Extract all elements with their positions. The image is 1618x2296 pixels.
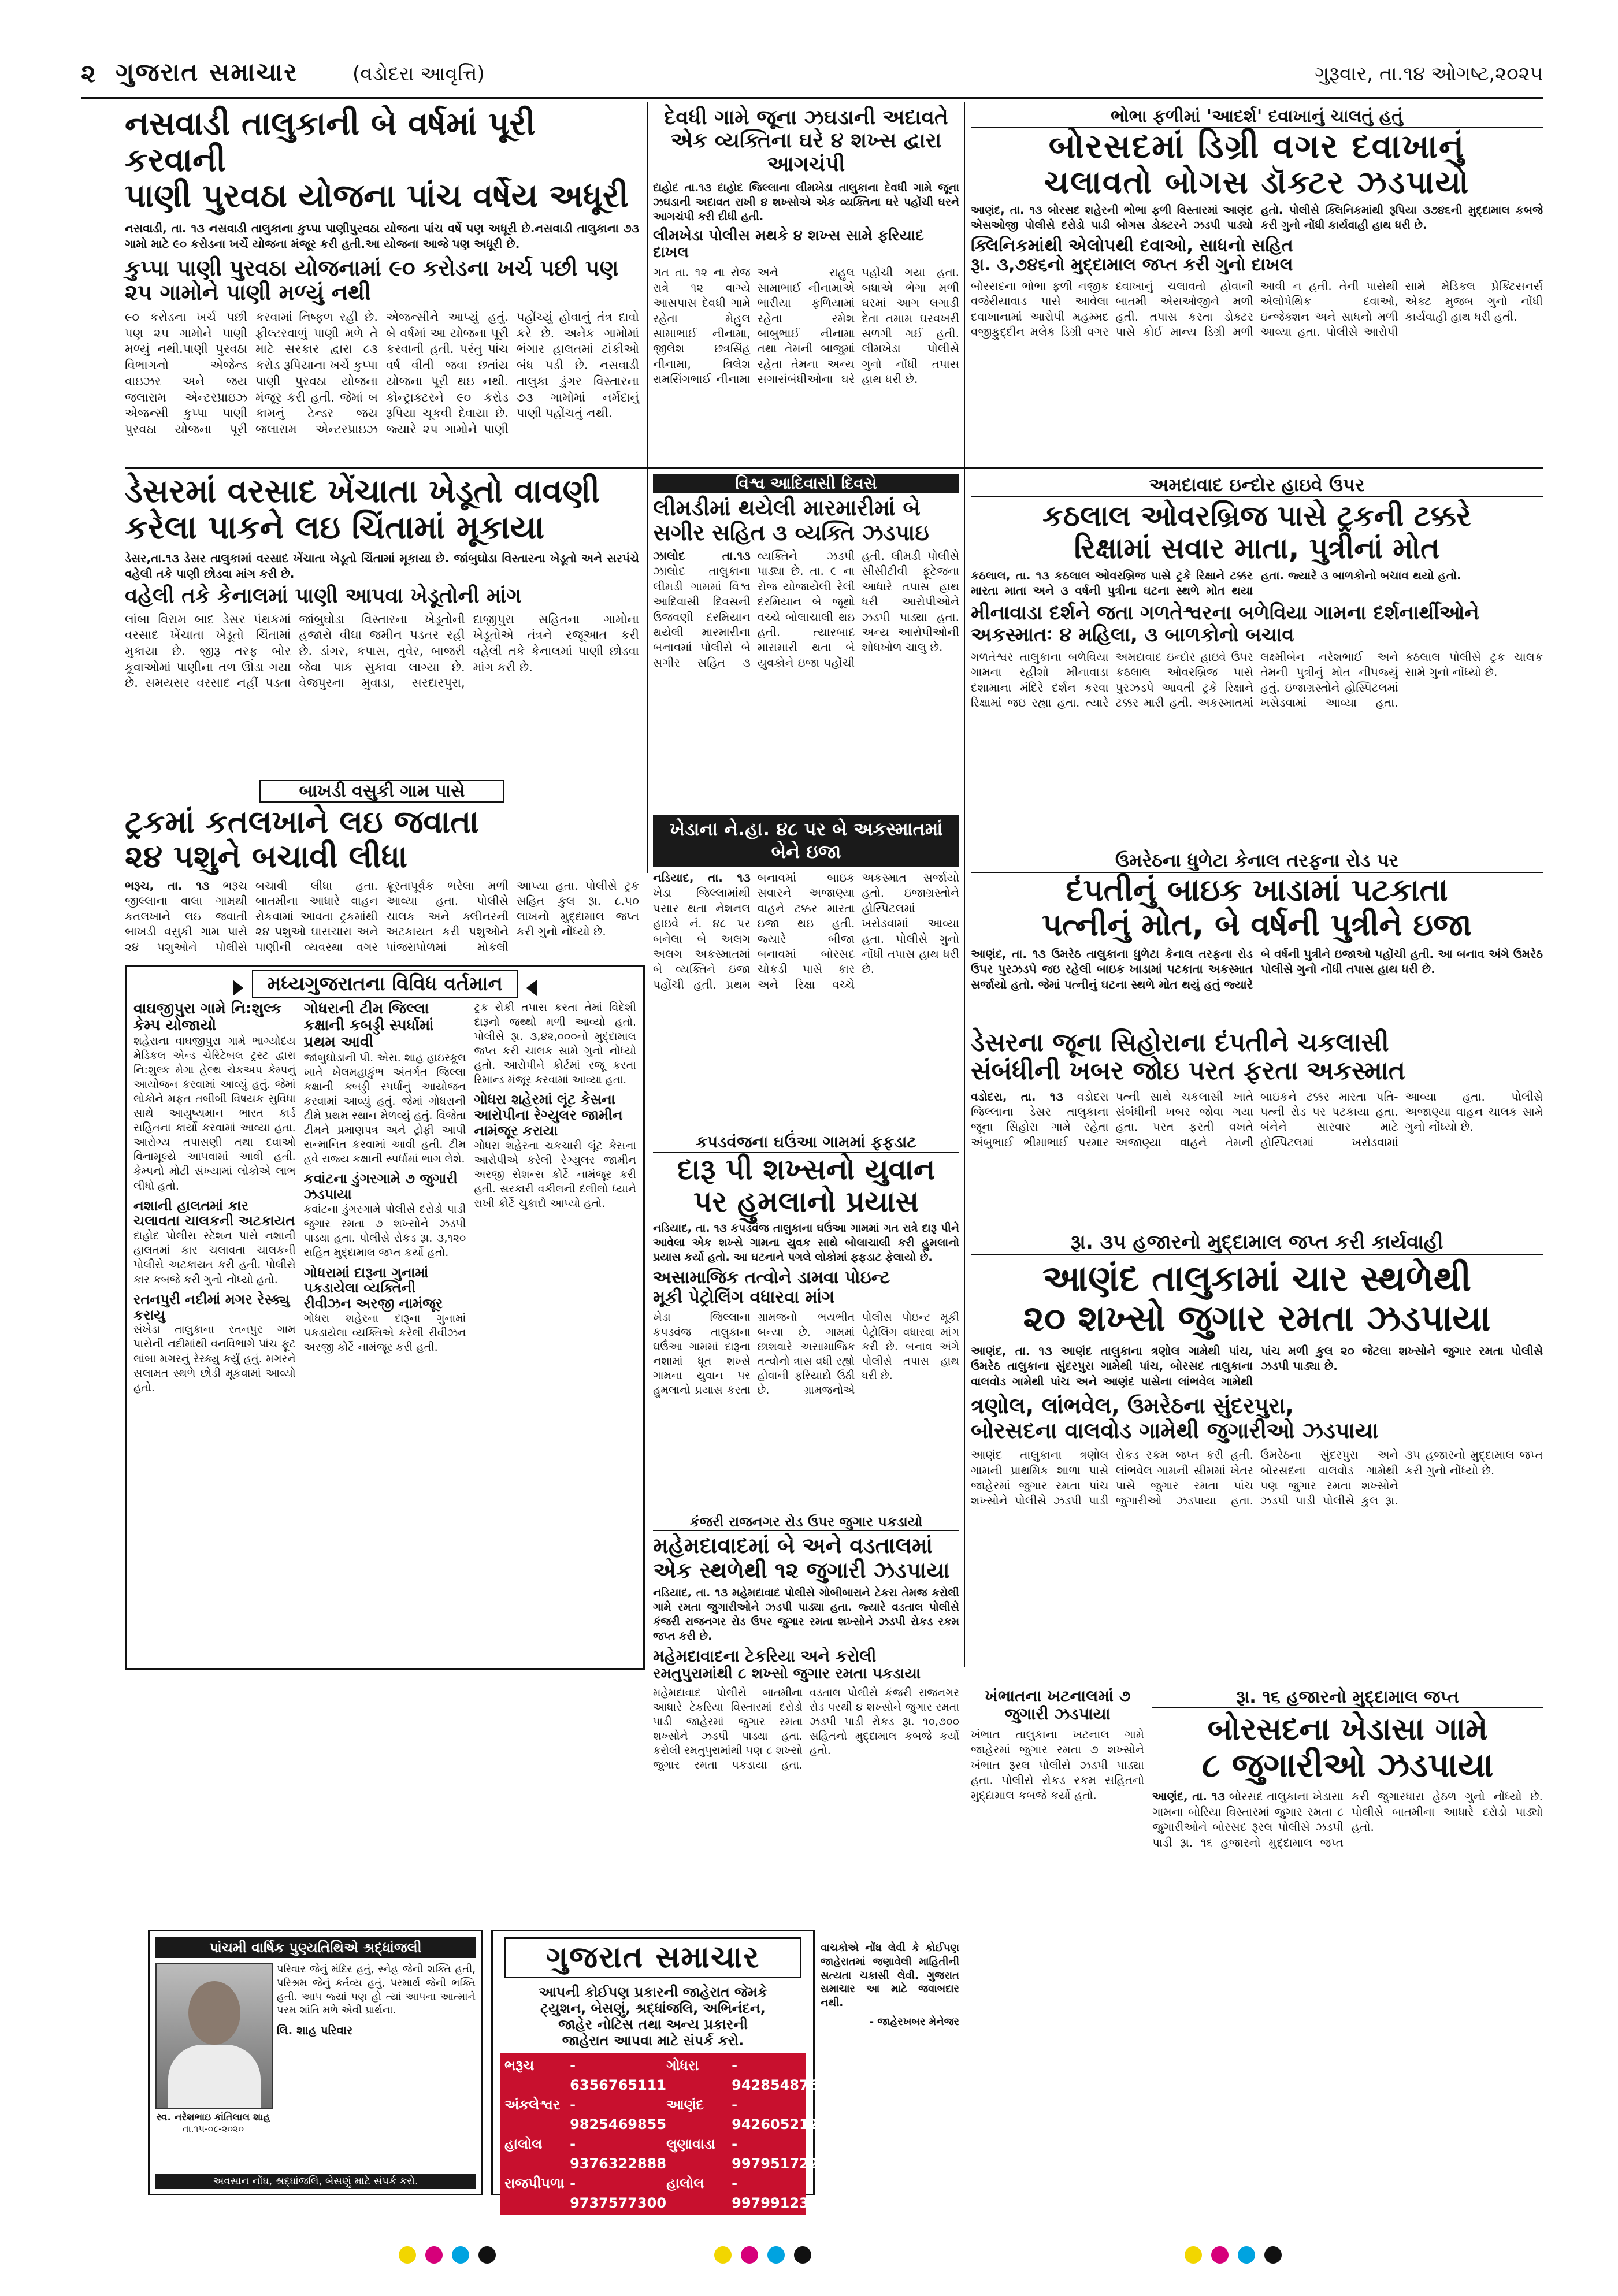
brief-headline: ગોધરામાં દારૂના ગુનામાં પકડાયેલા વ્યક્તિની રીવીઝન અરજી નામંજૂર <box>303 1264 443 1312</box>
headline: ચલાવતો બોગસ ડૉક્ટર ઝડપાયો <box>1044 164 1470 200</box>
dateline: નડિયાદ, તા. ૧૩ <box>653 1587 728 1600</box>
body-text: લાંબા વિરામ બાદ ડેસર પંથકમાં વરસાદ ખેંચાતા ખેડૂતો ચિંતામાં મુકાયા છે. જીરૂ તરફ બોર કૂવાઓમાં પાણીના તળ ઊંડા ગયા છે. સમયસર વરસાદ નહીં પડતા જાંબુઘોડા વિસ્તારના ખેડૂતોની હજારો વીઘા જમીન પડતર રહી છે. ડાંગર, કપાસ, તુવેર, બાજરી જેવા પાક સુકાવા લાગ્યા છે. વેજપુરના મુવાડા, સરદારપુરા, દાજીપુરા સહિતના ગામોના ખેડૂતોએ તંત્રને રજૂઆત કરી વહેલી તકે કેનાલમાં પાણી છોડવા માંગ કરી છે. <box>125 612 639 690</box>
headline: નસવાડી તાલુકાની બે વર્ષમાં પૂરી કરવાની <box>125 105 536 179</box>
headline: ટ્રકમાં કતલખાને લઇ જવાતા <box>125 804 479 840</box>
subhead: મીનાવાડા દર્શને જતા ગળતેશ્વરના બળેવિયા ગામના દર્શનાર્થીઓને અકસ્માતઃ ૪ મહિલા, ૩ બાળકોનો બચાવ <box>971 601 1479 647</box>
registration-dot <box>425 2246 443 2264</box>
headline: ડેસરમાં વરસાદ ખેંચાતા ખેડૂતો વાવણી <box>125 473 600 510</box>
brief-headline: ગોધરા શહેરમાં લૂંટ કેસના આરોપીના રેગ્યુલર જામીન નામંજૂર કરાયા <box>474 1091 623 1139</box>
headline: ૨૦ શખ્સો જુગાર રમતા ઝડપાયા <box>1023 1297 1491 1340</box>
subhead: મૂકી પેટ્રોલિંગ વધારવા માંગ <box>653 1287 835 1307</box>
family-signature: લિ. શાહ પરિવાર <box>277 2023 353 2037</box>
article-umreth <box>971 849 1543 1023</box>
ad-line: જાહેરાત આપવા માટે સંપર્ક કરો. <box>562 2033 744 2049</box>
article-kheda-nh48 <box>653 815 959 1127</box>
brief-text: શહેરાના વાઘજીપુરા ગામે ભાગ્યોદય મેડિકલ એન્ડ ચેરિટેબલ ટ્રસ્ટ દ્વારા નિ:શુલ્ક મેગા હેલ્થ ચેકઅપ કેમ્પનું આયોજન કરવામાં આવ્યું હતું. જેમાં લોકોને મફત તબીબી વિષયક સુવિધા સાથે આયુષ્યમાન ભારત કાર્ડ સહિતના કાર્યો કરવામાં આવ્યા હતા. આરોગ્ય તપાસણી તથા દવાઓ વિનામૂલ્યે આપવામાં આવી હતી. કેમ્પનો મોટી સંખ્યામાં લોકોએ લાભ લીધો હતો. <box>133 1034 296 1192</box>
briefs-column <box>474 1001 636 1395</box>
registration-dot <box>452 2246 469 2264</box>
headline: ૮ જુગારીઓ ઝડપાયા <box>1201 1745 1494 1785</box>
dateline: નડિયાદ, તા. ૧૩ <box>653 1222 727 1235</box>
brief-text: ખંભાત તાલુકાના ખટનાલ ગામે જાહેરમાં જુગાર રમતા ૭ શખ્સોને ખંભાત રૂરલ પોલીસે ઝડપી પાડ્યા હતા. પોલીસે રોકડ રકમ સહિતનો મુદ્દામાલ કબજે કર્યો હતો. <box>971 1727 1144 1803</box>
kicker: ઉમરેઠના ધુળેટા કેનાલ તરફના રોડ પર <box>971 849 1543 873</box>
brief-headline: રતનપુરી નદીમાં મગર રેસ્ક્યુ કરાયુ <box>133 1291 290 1323</box>
headline: રિક્ષામાં સવાર માતા, પુત્રીનાં મોત <box>1074 532 1440 565</box>
subhead: ક્લિનિકમાંથી એલોપથી દવાઓ, સાધનો સહિત <box>971 235 1293 256</box>
lead-text: નસવાડી તાલુકાના કુપ્પા પાણીપુરવઠા યોજના પાંચ વર્ષે પણ અધૂરી છે.નસવાડી તાલુકાના ૭૩ ગામો માટે ૯૦ કરોડના ખર્ચે યોજના મંજૂર કરી હતી.આ યોજના આજે પણ અધૂરી છે. <box>125 221 639 251</box>
brief-text: સંખેડા તાલુકાના રતનપુર ગામ પાસેની નદીમાંથી વનવિભાગે પાંચ ફૂટ લાંબા મગરનું રેસ્ક્યુ કર્યું હતું. મગરને સલામત સ્થળે છોડી મૂકવામાં આવ્યો હતો. <box>133 1323 296 1394</box>
body-text: ખેડા જિલ્લાના કપડવંજ તાલુકાના ઘઉંઆ ગામમાં દારૂના નશામાં ધૂત શખ્સે ગામના યુવાન પર હુમલાનો પ્રયાસ કરતા ગ્રામજનો ભયભીત બન્યા છે. ગામમાં છાશવારે અસામાજિક તત્વોનો ત્રાસ વધી રહ્યો હોવાની ફરિયાદો ઉઠી છે. ગ્રામજનોએ પોલીસ પોઇન્ટ મૂકી પેટ્રોલિંગ વધારવા માંગ કરી છે. બનાવ અંગે પોલીસે તપાસ હાથ ધરી છે. <box>653 1311 959 1396</box>
kicker: ભોભા ફળીમાં 'આદર્શ' દવાખાનું ચાલતું હતું <box>971 106 1543 128</box>
brief-headline: વાઘજીપુરા ગામે નિ:શુલ્ક કેમ્પ યોજાયો <box>133 1000 282 1034</box>
body-text: બોરસદ તાલુકાના ખેડાસા ગામના બોરિયા વિસ્તારમાં જુગાર રમતા ૮ જુગારીઓને બોરસદ રૂરલ પોલીસે ઝડપી પાડી રૂા. ૧૬ હજારનો મુદ્દામાલ જપ્ત કરી જુગારધારા હેઠળ ગુનો નોંધ્યો છે. પોલીસે બાતમીના આધારે દરોડો પાડ્યો હતો. <box>1152 1789 1543 1849</box>
headline: પત્નીનું મોત, બે વર્ષની પુત્રીને ઇજા <box>1042 906 1472 943</box>
article-desar-rain <box>125 474 639 774</box>
registration-dot <box>1238 2246 1255 2264</box>
section-rule <box>125 467 1543 469</box>
body-text: આણંદ તાલુકાના ત્રણોલ ગામની પ્રાથમિક શાળા પાસે જાહેરમાં જુગાર રમતા પાંચ શખ્સોને પોલીસે ઝડપી પાડી રોકડ રકમ જપ્ત કરી હતી. લાંભવેલ ગામની સીમમાં ખેતર પાસે જુગાર રમતા પાંચ જુગારીઓ ઝડપાયા હતા. ઉમરેઠના સુંદરપુરા અને બોરસદના વાલવોડ ગામેથી પણ જુગાર રમતા શખ્સોને ઝડપી પાડી પોલીસે કુલ રૂા. ૩૫ હજારનો મુદ્દામાલ જપ્ત કરી ગુનો નોંધ્યો છે. <box>971 1448 1543 1508</box>
contact-row <box>504 2174 829 2213</box>
issue-date: ગુરૂવાર, તા.૧૪ ઓગષ્ટ,૨૦૨૫ <box>1315 62 1543 86</box>
lead-text: આણંદ તાલુકાના ત્રણોલ ગામેથી પાંચ, ઉમરેઠ તાલુકાના સુંદરપુરા ગામેથી પાંચ, બોરસદ તાલુકાના વાલવોડ ગામેથી પાંચ અને આણંદ પાસેના લાંભવેલ ગામેથી પાંચ મળી કુલ ૨૦ જેટલા શખ્સોને જુગાર રમતા પોલીસે ઝડપી પાડ્યા છે. <box>971 1343 1543 1388</box>
body-text: ગળતેશ્વર તાલુકાના બળેવિયા ગામના રહીશો મીનાવાડા દશામાના મંદિરે દર્શન કરવા રિક્ષામાં જઇ રહ્યા હતા. ત્યારે અમદાવાદ ઇન્દોર હાઇવે ઉપર કઠલાલ ઓવરબ્રિજ પાસે પુરઝડપે આવતી ટ્રકે રિક્ષાને ટક્કર મારી હતી. અકસ્માતમાં લક્ષ્મીબેન નરેશભાઈ અને તેમની પુત્રીનું મોત નીપજ્યું હતું. ઇજાગ્રસ્તોને હોસ્પિટલમાં ખસેડવામાં આવ્યા હતા. કઠલાલ પોલીસે ટ્રક ચાલક સામે ગુનો નોંધ્યો છે. <box>971 649 1543 710</box>
registration-dot <box>741 2246 758 2264</box>
headline: બોરસદના ખેડાસા ગામે <box>1207 1711 1488 1747</box>
ad-line: આપની કોઈપણ પ્રકારની જાહેરાત જેમકે <box>539 1984 767 2000</box>
death-date: તા.૧૫-૦૮-૨૦૨૦ <box>183 2123 244 2134</box>
article-kathlal <box>971 474 1543 844</box>
brief-text: કવાંટના ડુંગરગામે પોલીસે દરોડો પાડી જુગાર રમતા ૭ શખ્સોને ઝડપી પાડ્યા હતા. પોલીસે રોકડ રૂા. ૩,૧૨૦ સહિત મુદ્દામાલ જપ્ત કર્યો હતો. <box>303 1203 466 1260</box>
dateline: આણંદ, તા. ૧૩ <box>971 1343 1052 1358</box>
note-signature: - જાહેરખબર મેનેજર <box>869 2015 959 2028</box>
contact-phone: - 9737577300 <box>570 2175 667 2211</box>
briefs-box <box>125 965 645 1670</box>
ad-masthead: ગુજરાત સમાચાર <box>504 1937 801 1978</box>
registration-dot <box>1211 2246 1229 2264</box>
dateline: દાહોદ તા.૧૩ <box>653 181 712 194</box>
contact-phone: - 9979912300 <box>732 2175 829 2211</box>
brief-headline: કવાંટના ડુંગરગામે ૭ જુગારી ઝડપાયા <box>303 1171 458 1203</box>
contact-city: ગોધરા <box>666 2057 699 2074</box>
column-rule <box>647 102 648 873</box>
contact-phone: - 9426052123 <box>732 2097 829 2132</box>
page-number: ૨ <box>81 59 96 88</box>
contact-row <box>504 2056 829 2095</box>
ad-note <box>821 1941 959 2184</box>
registration-dot <box>1264 2246 1282 2264</box>
subhead: બોરસદના વાલવોડ ગામેથી જુગારીઓ ઝડપાયા <box>971 1417 1379 1443</box>
body-text: ઉમરેઠ તાલુકાના ધુળેટા કેનાલ તરફના રોડ ઉપર પુરઝડપે જઇ રહેલી બાઇક ખાડામાં પટકાતા અકસ્માત સર્જાયો હતો. જેમાં પત્નીનું ઘટના સ્થળે મોત થયું હતું જ્યારે બે વર્ષની પુત્રીને ઇજાઓ પહોંચી હતી. આ બનાવ અંગે ઉમરેઠ પોલીસે ગુનો નોંધી તપાસ હાથ ધરી છે. <box>971 946 1543 991</box>
dateline: કઠલાલ, તા. ૧૩ <box>971 569 1049 582</box>
brief-text: જાંબુઘોડાની પી. એસ. શાહ હાઇસ્કૂલ ખાતે ખેલમહાકુંભ અંતર્ગત જિલ્લા કક્ષાની કબડ્ડી સ્પર્ધાનું આયોજન કરવામાં આવ્યું હતું. જેમાં ગોધરાની ટીમે પ્રથમ સ્થાન મેળવ્યું હતું. વિજેતા ટીમને પ્રમાણપત્ર અને ટ્રોફી આપી સન્માનિત કરવામાં આવી હતી. ટીમ હવે રાજ્ય કક્ષાની સ્પર્ધામાં ભાગ લેશે. <box>303 1051 466 1166</box>
headline: મહેમદાવાદમાં બે અને વડતાલમાં <box>653 1533 933 1558</box>
kicker: વિશ્વ આદિવાસી દિવસે <box>653 474 959 493</box>
registration-dot <box>714 2246 732 2264</box>
article-anand-gambling <box>971 1231 1543 1681</box>
ad-line: જાહેર નોટિસ તથા અન્ય પ્રકારની <box>558 2016 748 2033</box>
kicker: રૂા. ૩૫ હજારનો મુદ્દામાલ જપ્ત કરી કાર્યવાહી <box>971 1231 1543 1255</box>
column-rule <box>964 102 965 1667</box>
subhead: અસામાજિક તત્વોને ડામવા પોઇન્ટ <box>653 1268 890 1288</box>
contact-city: હાલોલ <box>666 2175 704 2191</box>
body-text: વડોદરા જિલ્લાના ડેસર તાલુકાના જૂના સિહોરા ગામે રહેતા અંબુભાઈ ભીમાભાઈ પરમાર પત્ની સાથે ચકલાસી ખાતે સંબંધીની ખબર જોવા ગયા હતા. પરત ફરતી વખતે અજાણ્યા વાહને તેમની બાઇકને ટક્કર મારતા પતિ-પત્ની રોડ પર પટકાયા હતા. બંનેને સારવાર માટે હોસ્પિટલમાં ખસેડવામાં આવ્યા હતા. પોલીસે અજાણ્યા વાહન ચાલક સામે ગુનો નોંધ્યો છે. <box>971 1089 1543 1149</box>
chevron-right-icon <box>233 980 243 996</box>
contact-phone: - 9979517226 <box>732 2136 829 2172</box>
subhead: રૂા. ૩,૭૪૬નો મુદ્દામાલ જપ્ત કરી ગુનો દાખલ <box>971 255 1293 276</box>
kicker: કંજરી રાજનગર રોડ ઉપર જુગાર પકડાયો <box>653 1514 959 1531</box>
body-text: ૯૦ કરોડના ખર્ચ પછી પણ ૨૫ ગામોને પાણી મળ્યું નથી.પાણી પુરવઠા વિભાગનો એજેન્ડ વાઇઝર અને જય જલારામ એન્ટરપ્રાઇઝ એજન્સી કુપ્પા પાણી પુરવઠા યોજના પૂરી કરવામાં નિષ્ફળ રહી છે. ફીલ્ટરવાળું પાણી મળે તે માટે સરકાર દ્વારા ૮૩ કરોડ રૂપિયાના ખર્ચે કુપ્પા પાણી પુરવઠા યોજના મંજૂર કરી હતી. જેમાં બ કામનું ટેન્ડર જય જલારામ એન્ટરપ્રાઇઝ એજન્સીને આપ્યું હતું. બે વર્ષમાં આ યોજના પૂરી કરવાની હતી. પરંતુ પાંચ વર્ષ વીતી જવા છતાંય યોજના પૂરી થઇ નથી. કોન્ટ્રાક્ટરને ૯૦ કરોડ રૂપિયા ચૂકવી દેવાયા છે. જ્યારે ૨૫ ગામોને પાણી પહોંચ્યું હોવાનું તંત્ર દાવો કરે છે. અનેક ગામોમાં ભંગાર હાલતમાં ટાંકીઓ બંધ પડી છે. નસવાડી તાલુકા ડુંગર વિસ્તારના ૭૩ ગામોમાં નર્મદાનું પાણી પહોંચતું નથી. <box>125 310 639 437</box>
article-naswadi <box>125 106 639 465</box>
brief-text: દાહોદ પોલીસ સ્ટેશન પાસે નશાની હાલતમાં કાર ચલાવતા ચાલકની પોલીસે અટકાયત કરી હતી. પોલીસે કાર કબજે કરી ગુનો નોંધ્યો હતો. <box>133 1229 296 1286</box>
chevron-left-icon <box>526 980 537 996</box>
dateline: ડેસર,તા.૧૩ <box>125 551 179 566</box>
briefs-column <box>304 1001 466 1395</box>
briefs-column <box>133 1001 296 1395</box>
headline: સંબંધીની ખબર જોઇ પરત ફરતા અકસ્માત <box>971 1056 1405 1086</box>
note-text: વાચકોએ નોંધ લેવી કે કોઈપણ જાહેરાતમાં જણાવેલી માહિતીની સત્યતા ચકાસી લેવી. ગુજરાત સમાચાર આ માટે જવાબદાર નથી. <box>821 1942 959 2009</box>
briefs-title: મધ્યગુજરાતના વિવિધ વર્તમાન <box>252 970 518 998</box>
kicker: બાખડી વસુકી ગામ પાસે <box>259 780 504 803</box>
lead-text: ડેસર તાલુકામાં વરસાદ ખેંચાતા ખેડૂતો ચિંતામાં મૂકાયા છે. જાંબુઘોડા વિસ્તારના ખેડૂતો અને સરપંચે વહેલી તકે પાણી છોડવા માંગ કરી છે. <box>125 551 639 581</box>
body-text: ભરૂચ જીલ્લાના વાલા ગામથી કતલખાને લઇ જવાતી બાખડી વસુકી ગામ પાસે ૨૪ પશુઓને પોલીસે બચાવી લીધા હતા. બાતમીના આધારે વાહન રોકવામાં આવતા ટ્રકમાંથી ૨૪ પશુઓ ઘાસચારા અને પાણીની વ્યવસ્થા વગર ક્રૂરતાપૂર્વક ભરેલા મળી આવ્યા હતા. પોલીસે ચાલક અને ક્લીનરની અટકાયત કરી પશુઓને પાંજરાપોળમાં મોકલી આપ્યા હતા. પોલીસે ટ્રક સહિત કુલ રૂા. ૮.૫૦ લાખનો મુદ્દામાલ જપ્ત કરી ગુનો નોંધ્યો છે. <box>125 878 639 954</box>
body-text: ખેડા જિલ્લામાંથી પસાર થતા નેશનલ હાઇવે નં. ૪૮ પર બનેલા બે અલગ અલગ અકસ્માતમાં બે વ્યક્તિને ઇજા પહોંચી હતી. પ્રથમ બનાવમાં બાઇક સવારને અજાણ્યા વાહને ટક્કર મારતા ઇજા થઇ હતી. જ્યારે બીજા બનાવમાં બોરસદ ચોકડી પાસે કાર અને રિક્ષા વચ્ચે અકસ્માત સર્જાયો હતો. ઇજાગ્રસ્તોને હોસ્પિટલમાં ખસેડવામાં આવ્યા હતા. પોલીસે ગુનો નોંધી તપાસ હાથ ધરી છે. <box>653 871 959 991</box>
headline: એક સ્થળેથી ૧૨ જુગારી ઝડપાયા <box>653 1557 950 1583</box>
subhead: લીમખેડા પોલીસ મથકે ૪ શખ્સ સામે ફરિયાદ દાખલ <box>653 227 924 262</box>
dateline: આણંદ, તા. ૧૩ <box>1152 1789 1225 1804</box>
registration-dot <box>767 2246 785 2264</box>
header-rule <box>81 97 1543 99</box>
brief-text: ગોધરા શહેરના દારૂના ગુનામાં પકડાયેલા વ્યક્તિએ કરેલી રીવીઝન અરજી કોર્ટે નામંજૂર કરી હતી. <box>303 1312 466 1354</box>
article-bakhdi <box>125 780 639 953</box>
obituary-footer: અવસાન નોંધ, શ્રદ્ધાંજલિ, બેસણું માટે સંપર્ક કરો. <box>155 2174 476 2189</box>
body-text: બોરસદના ભોભા ફળી નજીક વજેરીયાવાડ પાસે આવેલા દવાખાનામાં આરોપી મહમ્મદ વજીફુદ્દીન મલેક ડિગ્રી વગર દવાખાનું ચલાવતો હોવાની બાતમી એસઓજીને મળી હતી. તપાસ કરતા ડોક્ટર પાસે કોઈ માન્ય ડિગ્રી મળી આવી ન હતી. તેની પાસેથી એલોપેથિક દવાઓ, ઇન્જેક્શન અને સાધનો મળી આવ્યા હતા. પોલીસે આરોપી સામે મેડિકલ પ્રેક્ટિસનર્સ એક્ટ મુજબ ગુનો નોંધી કાર્યવાહી હાથ ધરી હતી. <box>971 278 1543 339</box>
contact-table <box>500 2053 829 2215</box>
contact-city: હાલોલ <box>504 2136 543 2152</box>
contact-phone: - 9428548766 <box>732 2057 829 2093</box>
headline: લીમડીમાં થયેલી મારમારીમાં બે <box>653 495 921 521</box>
headline: આણંદ તાલુકામાં ચાર સ્થળેથી <box>1042 1257 1472 1299</box>
dateline: નસવાડી, તા. ૧૩ <box>125 221 205 236</box>
brief-headline: નશાની હાલતમાં કાર ચલાવતા ચાલકની અટકાયત <box>133 1197 295 1229</box>
lead-text: મહેમદાવાદ પોલીસે ગોબીબારાને ટેકરા તેમજ કરોલી ગામે રમતા જુગારીઓને ઝડપી પાડ્યા હતા. જ્યારે વડતાલ પોલીસે કંજરી રાજનગર રોડ ઉપર જુગાર રમતા શખ્સોને ઝડપી રોકડ રકમ જપ્ત કરી છે. <box>653 1587 959 1643</box>
subhead: ત્રણોલ, લાંભવેલ, ઉમરેઠના સુંદરપુરા, <box>971 1393 1294 1419</box>
side-brief <box>971 1687 1144 2195</box>
obituary-box <box>148 1930 483 2195</box>
contact-phone: - 9376322888 <box>570 2136 667 2172</box>
brief-headline: ખંભાતના ખટનાલમાં ૭ જુગારી ઝડપાયા <box>984 1686 1131 1724</box>
edition-label: (વડોદરા આવૃત્તિ) <box>352 62 485 86</box>
body-text: મહેમદાવાદ પોલીસે બાતમીના આધારે ટેકરિયા વિસ્તારમાં દરોડો પાડી જાહેરમાં જુગાર રમતા શખ્સોને ઝડપી પાડ્યા હતા. કરોલી રમતુપુરામાંથી પણ ૮ શખ્સો જુગાર રમતા પકડાયા હતા. વડતાલ પોલીસે કંજરી રાજનગર રોડ પરથી ૪ શખ્સોને જુગાર રમતા ઝડપી પાડી રોકડ રૂા. ૧૦,૭૦૦ સહિતનો મુદ્દામાલ કબજે કર્યો હતો. <box>653 1686 959 1772</box>
deceased-name: સ્વ. નરેશભાઇ કાંતિલાલ શાહ <box>156 2112 270 2123</box>
kicker: કપડવંજના ઘઉંઆ ગામમાં ફફડાટ <box>653 1132 959 1153</box>
subhead: કુપ્પા પાણી પુરવઠા યોજનામાં ૯૦ કરોડના ખર્ચ પછી પણ ૨૫ ગામોને પાણી મળ્યું નથી <box>125 255 619 306</box>
lead-text: કઠલાલ ઓવરબ્રિજ પાસે ટ્રકે રિક્ષાને ટક્કર મારતા માતા અને ૩ વર્ષની પુત્રીના ઘટના સ્થળે મોત થયા હતા. જ્યારે ૩ બાળકોનો બચાવ થયો હતો. <box>971 569 1461 598</box>
body-text: ઝાલોદ તાલુકાના લીમડી ગામમાં વિશ્વ આદિવાસી દિવસની ઉજવણી દરમિયાન થયેલી મારમારીના બનાવમાં પોલીસે બે સગીર સહિત ૩ વ્યક્તિને ઝડપી પાડ્યા છે. તા. ૯ ના રોજ યોજાયેલી રેલી દરમિયાન બે જૂથો વચ્ચે બોલાચાલી થઇ હતી. ત્યારબાદ મારામારી થતા બે યુવકોને ઇજા પહોંચી હતી. લીમડી પોલીસે સીસીટીવી ફૂટેજના આધારે તપાસ હાથ ધરી આરોપીઓને ઝડપી પાડ્યા હતા. અન્ય આરોપીઓની શોધખોળ ચાલુ છે. <box>653 549 959 670</box>
contact-city: અંકલેશ્વર <box>504 2097 561 2113</box>
article-mahemdavad <box>653 1514 959 1883</box>
contact-row <box>504 2134 829 2174</box>
dateline: આણંદ, તા. ૧૩ <box>971 204 1042 217</box>
article-kapadvanj <box>653 1132 959 1502</box>
registration-dot <box>794 2246 811 2264</box>
headline: ડેસરના જૂના સિહોરાના દંપતીને ચકલાસી <box>971 1028 1389 1057</box>
article-limdi <box>653 474 959 809</box>
registration-dot <box>1185 2246 1202 2264</box>
dateline: આણંદ, તા. ૧૩ <box>971 946 1046 961</box>
subhead: મહેમદાવાદના ટેકરિયા અને કરોલી <box>653 1647 877 1666</box>
dateline: ભરૂચ, તા. ૧૩ <box>125 878 210 893</box>
headline: પાણી પુરવઠા યોજના પાંચ વર્ષેય અધૂરી <box>125 177 629 216</box>
lead-text: કપડવંજ તાલુકાના ઘઉંઆ ગામમાં ગત રાત્રે દારૂ પીને આવેલા એક શખ્સે ગામના યુવક સાથે બોલાચાલી કરી હુમલાનો પ્રયાસ કર્યો હતો. આ ઘટનાને પગલે લોકોમાં ફફડાટ ફેલાયો છે. <box>653 1222 959 1264</box>
dateline: નડિયાદ, તા. ૧૩ <box>653 871 751 885</box>
dateline: વડોદરા, તા. ૧૩ <box>971 1089 1063 1104</box>
registration-dot <box>399 2246 416 2264</box>
obituary-title: પાંચમી વાર્ષિક પુણ્યતિથિએ શ્રદ્ધાંજલી <box>155 1937 476 1958</box>
kicker: રૂા. ૧૬ હજારનો મુદ્દામાલ જપ્ત <box>1152 1687 1543 1708</box>
headline: બોરસદમાં ડિગ્રી વગર દવાખાનું <box>1048 127 1465 166</box>
ad-box <box>491 1930 829 2211</box>
contact-city: લુણાવાડા <box>666 2136 715 2152</box>
contact-city: રાજપીપળા <box>504 2175 565 2191</box>
article-devdhi <box>653 106 959 465</box>
brief-headline: ગોધરાની ટીમ જિલ્લા કક્ષાની કબડ્ડી સ્પર્ધામાં પ્રથમ આવી <box>303 1000 434 1051</box>
article-borsad-doctor <box>971 106 1543 465</box>
header-bar <box>81 57 1543 95</box>
headline: ખેડાના ને.હા. ૪૮ પર બે અકસ્માતમાં બેને ઇજા <box>653 815 959 867</box>
article-khedasa <box>971 1687 1543 2195</box>
registration-dot <box>478 2246 496 2264</box>
obituary-text: પરિવાર જેનું મંદિર હતું, સ્નેહ જેની શક્તિ હતી, પરિશ્રમ જેનું કર્તવ્ય હતું, પરમાર્થ જેની ભક્તિ હતી. આપ જ્યાં પણ હો ત્યાં આપના આત્માને પરમ શાંતિ મળે એવી પ્રાર્થના. <box>277 1963 476 2017</box>
portrait-photo <box>155 1963 273 2109</box>
lead-text: દાહોદ જિલ્લાના લીમખેડા તાલુકાના દેવધી ગામે જૂના ઝઘડાની અદાવત રાખી ૪ શખ્સોએ એક વ્યક્તિના ઘરે પહોંચી ઘરને આગચંપી કરી દીધી હતી. <box>653 181 959 224</box>
brief-text: ટ્રક રોકી તપાસ કરતા તેમાં વિદેશી દારૂનો જથ્થો મળી આવ્યો હતો. પોલીસે રૂા. ૩,૪૨,૦૦૦નો મુદ્દામાલ જપ્ત કરી ચાલક સામે ગુનો નોંધ્યો હતો. આરોપીને કોર્ટમાં રજૂ કરતા રિમાન્ડ મંજૂર કરવામાં આવ્યા હતા. <box>474 1001 637 1086</box>
dateline: ઝાલોદ તા.૧૩ <box>653 549 751 563</box>
masthead-small: ગુજરાત સમાચાર <box>116 58 298 87</box>
contact-phone: - 6356765111 <box>570 2057 667 2093</box>
contact-phone: - 9825469855 <box>570 2097 667 2132</box>
headline: કઠલાલ ઓવરબ્રિજ પાસે ટ્રકની ટક્કરે <box>1042 499 1471 533</box>
ad-line: ટ્યુશન, બેસણું, શ્રદ્ધાંજલિ, અભિનંદન, <box>540 2000 766 2016</box>
headline: ૨૪ પશુને બચાવી લીધા <box>125 838 408 875</box>
headline: કરેલા પાકને લઇ ચિંતામાં મૂકાયા <box>125 508 545 547</box>
headline: સગીર સહિત ૩ વ્યક્તિ ઝડપાઇ <box>653 519 929 545</box>
headline: દારૂ પી શખ્સનો યુવાન <box>677 1153 936 1186</box>
brief-text: ગોધરા શહેરના ચકચારી લૂંટ કેસના આરોપીએ કરેલી રેગ્યુલર જામીન અરજી સેશન્સ કોર્ટે નામંજૂર કરી હતી. સરકારી વકીલની દલીલો ધ્યાને રાખી કોર્ટે ચુકાદો આપ્યો હતો. <box>474 1139 637 1210</box>
kicker: અમદાવાદ ઇન્દોર હાઇવે ઉપર <box>971 474 1543 497</box>
article-desar-couple <box>971 1028 1543 1225</box>
lead-text: બોરસદ શહેરની ભોભા ફળી વિસ્તારમાં આણંદ એસઓજી પોલીસે દરોડો પાડી બોગસ ડોક્ટરને ઝડપી પાડ્યો હતો. પોલીસે ક્લિનિકમાંથી રૂપિયા ૩૭૪૬ની મુદ્દામાલ કબજે કરી ગુનો નોંધી કાર્યવાહી હાથ ધરી છે. <box>971 204 1543 232</box>
subhead: રમતુપુરામાંથી ૮ શખ્સો જુગાર રમતા પકડાયા <box>653 1665 921 1682</box>
headline: પર હુમલાનો પ્રયાસ <box>693 1185 919 1218</box>
contact-row <box>504 2095 829 2134</box>
subhead: વહેલી તકે કેનાલમાં પાણી આપવા ખેડૂતોની માંગ <box>125 584 522 608</box>
contact-city: આણંદ <box>666 2097 704 2113</box>
headline: દંપતીનું બાઇક ખાડામાં પટકાતા <box>1066 872 1448 908</box>
headline: દેવધી ગામે જૂના ઝઘડાની અદાવતે એક વ્યક્તિના ઘરે ૪ શખ્સ દ્વારા આગચંપી <box>664 106 948 176</box>
contact-city: ભરૂચ <box>504 2057 535 2074</box>
body-text: ગત તા. ૧૨ ના રોજ રાત્રે ૧૨ વાગ્યે આસપાસ દેવધી ગામે રહેતા મેહુલ સામાભાઈ નીનામા, જીલેશ છત્રસિંહ નીનામા, ત્રિલેશ રામસિંગભાઈ નીનામા અને રાહુલ સામાભાઈ નીનામાએ ભારીયા ફળિયામાં રહેતા રમેશ બાબુભાઈ નીનામા તથા તેમની બાજુમાં રહેતા તેમના અન્ય સગાસંબંધીઓના ઘરે પહોંચી ગયા હતા. બધાએ ભેગા મળી ઘરમાં આગ લગાડી દેતા તમામ ઘરવખરી સળગી ગઈ હતી. લીમખેડા પોલીસે ગુનો નોંધી તપાસ હાથ ધરી છે. <box>653 265 959 387</box>
